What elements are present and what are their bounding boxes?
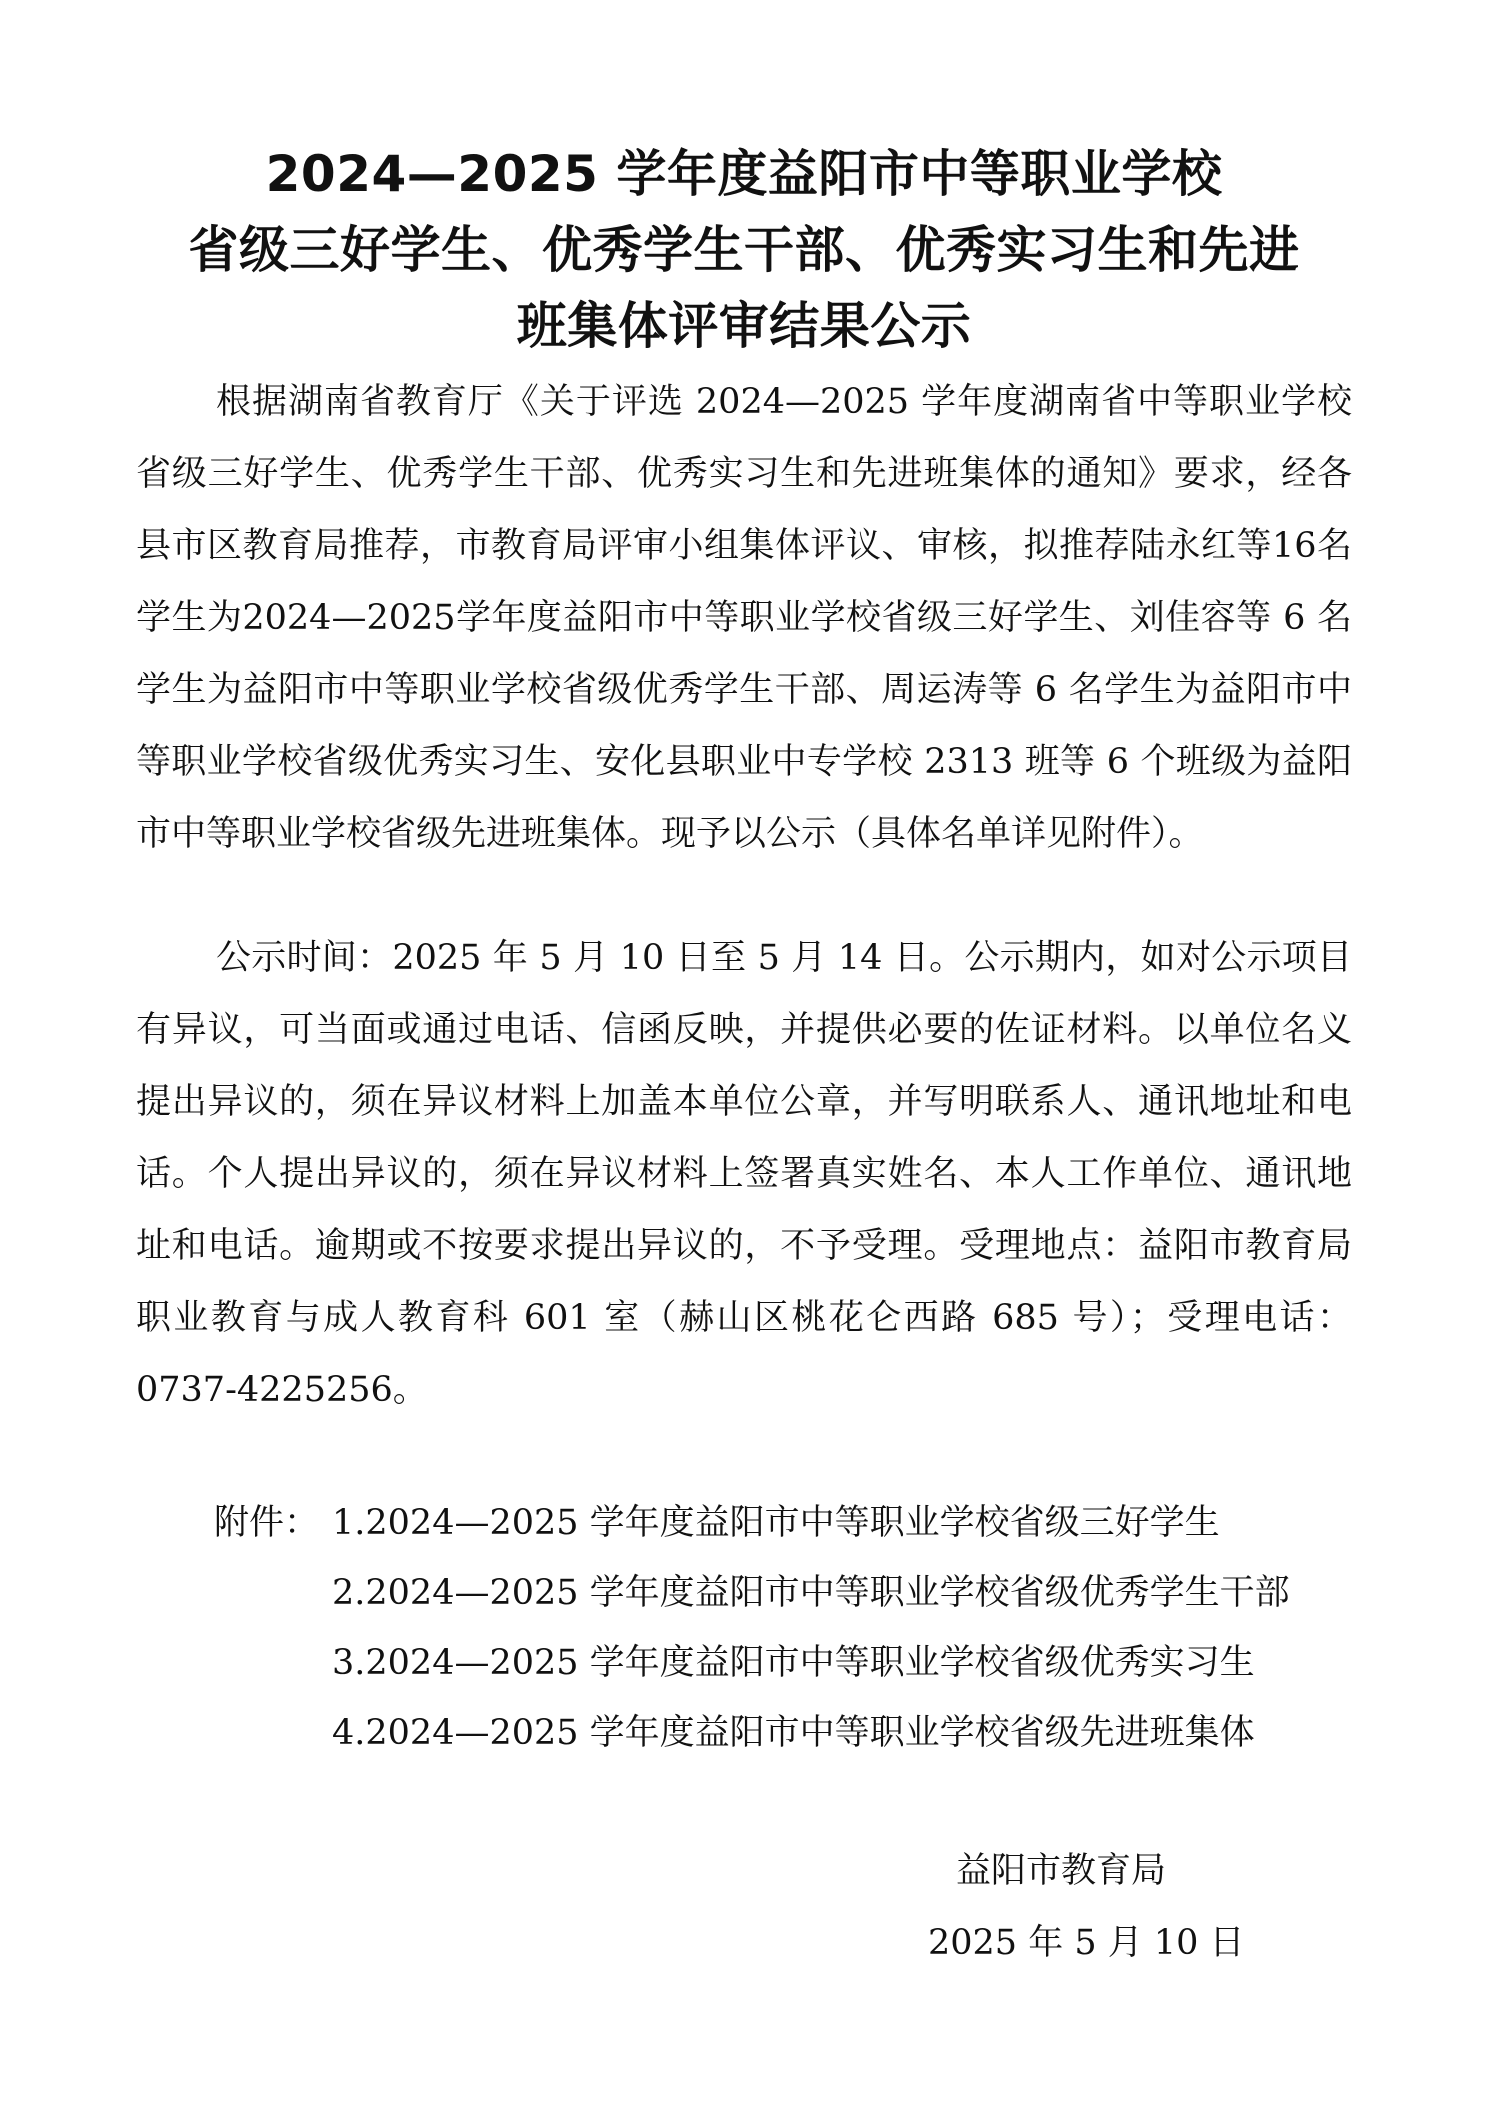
attachment-item: 1.2024—2025 学年度益阳市中等职业学校省级三好学生 [332,1503,1220,1543]
attachments-label: 附件： [214,1503,320,1543]
attachments-list [332,1488,1290,1768]
body-paragraph-2: 公示时间：2025 年 5 月 10 日至 5 月 14 日。公示期内，如对公示项目有异议，可当面或通过电话、信函反映，并提供必要的佐证材料。以单位名义提出异议的，须在异议材料上加盖本单位公章，并写明联系人、通讯地址和电话。个人提出异议的，须在异议材料上签署真实姓名、本人工作单位、通讯地址和电话。逾期或不按要求提出异议的，不予受理。受理地点：益阳市教育局职业教育与成人教育科 601 室（赫山区桃花仑西路 685 号）；受理电话：0737-4225256。 [136,938,1352,1410]
attachment-item: 4.2024—2025 学年度益阳市中等职业学校省级先进班集体 [332,1713,1255,1753]
title-line-1: 2024—2025 学年度益阳市中等职业学校 [265,145,1223,203]
signature-organization: 益阳市教育局 [956,1851,1167,1891]
title-line-3: 班集体评审结果公示 [516,297,972,355]
signature-date: 2025 年 5 月 10 日 [928,1923,1245,1963]
body-paragraph-1: 根据湖南省教育厅《关于评选 2024—2025 学年度湖南省中等职业学校省级三好学生、优秀学生干部、优秀实习生和先进班集体的通知》要求，经各县市区教育局推荐，市教育局评审小组集体评议、审核，拟推荐陆永红等16名学生为2024—2025学年度益阳市中等职业学校省级三好学生、刘佳容等 6 名学生为益阳市中等职业学校省级优秀学生干部、周运涛等 6 名学生为益阳市中等职业学校省级优秀实习生、安化县职业中专学校 2313 班等 6 个班级为益阳市中等职业学校省级先进班集体。现予以公示（具体名单详见附件）。 [136,382,1352,854]
title-line-2: 省级三好学生、优秀学生干部、优秀实习生和先进 [188,221,1300,279]
attachment-item: 2.2024—2025 学年度益阳市中等职业学校省级优秀学生干部 [332,1573,1290,1613]
attachment-item: 3.2024—2025 学年度益阳市中等职业学校省级优秀实习生 [332,1643,1255,1683]
